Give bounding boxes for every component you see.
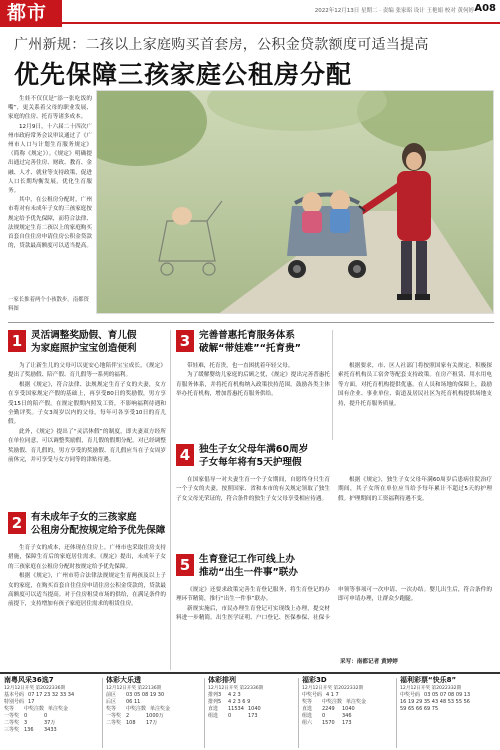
ticker-cell: 特别号码 <box>4 699 25 705</box>
ticker-divider <box>298 678 299 748</box>
body-paragraph: 《规定》还要求政策完善生育登记服务，将生育登记的办理环节精简，推行“出生一件事”联办。 <box>176 587 330 603</box>
ticker-cell: 4 2 3 6 9 <box>228 699 251 705</box>
byline: 采写：南都记者 黄婷婷 <box>340 659 398 665</box>
body-paragraph: 在国家倡导一对夫妻生育一个子女期间，自愿终身只生育一个子女的夫妻，按照国家、省和本市的有关规定领取了独生子女父母光荣证的，符合条件的独生子女父母享受相应待遇。 <box>176 477 330 502</box>
section-5-header <box>176 554 376 579</box>
ticker-cell: 奖等 <box>4 706 15 712</box>
section-4-header <box>176 444 376 469</box>
ticker-divider <box>102 678 103 748</box>
section-number: 3 <box>176 330 194 352</box>
section-title-line: 独生子女父母年满60周岁 <box>199 444 309 455</box>
ticker-row <box>400 692 496 699</box>
ticker-divider <box>396 678 397 748</box>
photo-illustration <box>97 91 494 314</box>
ticker-row <box>208 699 296 706</box>
ticker-cell: 基本号码 <box>4 692 25 698</box>
section-number: 1 <box>8 330 26 352</box>
lead-paragraph: 其中，在公租房分配时，广州市将对有未成年子女的三孩家庭按规定给予优先保障，而符合法律、法规规定生育二孩以上的家庭购买首套自住住房申请住房公积金贷款的，贷款最高额度可以适当提高。 <box>8 197 92 250</box>
ticker-cell: 0 <box>228 713 232 719</box>
section-title <box>31 330 137 355</box>
ticker-cell: 1000万 <box>146 713 164 719</box>
ticker-cell: 二等奖 <box>106 720 122 726</box>
ticker-cell: 前区 <box>106 692 117 698</box>
ticker-sub: 12月12日开奖 第2022332期 <box>400 686 462 691</box>
section-title-line: 推动“出生一件事”联办 <box>199 566 298 578</box>
headline-kicker: 广州新规：二孩以上家庭购买首套房，公积金贷款额度可适当提高 <box>14 37 429 53</box>
section-title-line: 破解“带娃难”“托育贵” <box>199 342 301 354</box>
section-divider <box>8 322 494 323</box>
section-title <box>31 512 165 537</box>
ticker-cell: 组选 <box>302 713 313 719</box>
ticker-cell: 173 <box>342 720 352 726</box>
ticker-cell: 二等奖 <box>4 720 20 726</box>
ticker-row <box>4 706 100 713</box>
ticker-title: 福利彩票“快乐8” <box>400 676 457 684</box>
ticker-block <box>106 676 202 750</box>
ticker-row <box>4 713 100 720</box>
section-number: 2 <box>8 512 26 534</box>
body-paragraph: 此外，《规定》提出了“灵活休假”的制度，即夫妻双方经所在单位同意，可以调整奖励假，育儿假的假期分配。对已经调整奖励假、育儿假的，男方享受的奖励假、育儿假应当在子女周岁前休完，并可享受与女方同等的津贴待遇。 <box>8 428 166 464</box>
ticker-cell: 单注奖金 <box>150 706 171 712</box>
section-2-body <box>8 544 166 668</box>
ticker-row <box>106 713 202 720</box>
ticker-cell: 173 <box>248 713 258 719</box>
body-paragraph: 生育子女的成本，还体现在住房上。广州市也采取住房支持措施，保障生育后的家庭居住需求。《规定》提出，未成年子女的三孩家庭在公租房分配时按规定给予优先保障。 <box>8 545 166 570</box>
ticker-cell: 排列5 <box>208 699 222 705</box>
ticker-row <box>106 720 202 727</box>
section-4-body <box>176 476 492 548</box>
ticker-cell: 2 <box>126 713 130 719</box>
lead-column <box>8 95 92 251</box>
section-3-body <box>176 362 492 436</box>
ticker-row <box>208 713 296 720</box>
ticker-cell: 直选 <box>208 706 219 712</box>
body-paragraph: 带娃难，托育贵，也一直困扰着年轻父母。 <box>187 363 294 369</box>
section-title-line: 为家庭照护宝宝创造便利 <box>31 342 137 354</box>
ticker-row <box>208 706 296 713</box>
body-paragraph: 根据《规定》，符合法律、法规规定生育子女的夫妻，女方在享受国家规定产假的基础上，再享受80日的奖励假，男方享受15日的陪产假。在规定假期内照发工资，不影响福利待遇和全勤评奖。子女3周岁以内的父母，每年可各享受10日的育儿假。 <box>8 381 166 426</box>
body-paragraph: 新规实施后，市民办理生育登记可实现线上办理，提交材料进一步精简。出生医学证明、户口登记、医保参保、社保卡申领等事项可一次申请、一次办结。婴儿出生后，符合条件的即可申请办理，让群众少跑腿。 <box>176 587 492 622</box>
ticker-cell: 中奖注数 <box>126 706 147 712</box>
photo-caption: 一家长推着两个小孩散步。南都资料图 <box>8 297 89 312</box>
ticker-cell: 06 11 <box>126 699 141 705</box>
ticker-sub: 12月12日开奖 第2022336期 <box>4 686 66 691</box>
ticker-cell: 一等奖 <box>4 713 20 719</box>
ticker-cell: 1040 <box>342 706 355 712</box>
ticker-row <box>302 706 394 713</box>
ticker-row <box>106 692 202 699</box>
section-title-line: 公租房分配按规定给予优先保障 <box>31 524 166 536</box>
lead-paragraph: 生娃不仅仅是“添一张吃饭的嘴”，更关系着父母的职业发展、家庭的住房、托育等诸多成本。 <box>8 96 92 121</box>
ticker-cell: 单注奖金 <box>346 699 367 705</box>
news-photo <box>96 90 494 314</box>
ticker-block <box>302 676 394 750</box>
ticker-cell: 单注奖金 <box>48 706 69 712</box>
section-title-line: 子女每年将有5天护理假 <box>199 456 302 468</box>
ticker-row <box>4 720 100 727</box>
section-number: 4 <box>176 444 194 466</box>
ticker-cell: 59 65 66 69 75 <box>400 706 439 712</box>
ticker-sub: 12月12日开奖 第22136期 <box>106 686 162 691</box>
headline-title: 优先保障三孩家庭公租房分配 <box>14 60 353 89</box>
section-title-line: 完善普惠托育服务体系 <box>199 330 295 341</box>
ticker-cell: 37万 <box>44 720 56 726</box>
ticker-row <box>302 699 394 706</box>
section-title <box>199 330 301 355</box>
page-number: A08 <box>474 3 496 14</box>
ticker-cell: 0 <box>322 713 326 719</box>
section-title <box>199 444 308 469</box>
ticker-cell: 2249 <box>322 706 335 712</box>
ticker-cell: 17 <box>28 699 35 705</box>
ticker-title: 南粤风采36选7 <box>4 676 54 684</box>
section-title-line: 灵活调整奖励假、育儿假 <box>31 330 137 341</box>
ticker-cell: 奖等 <box>302 699 313 705</box>
ticker-cell: 中奖注数 <box>24 706 45 712</box>
ticker-cell: 排列3 <box>208 692 222 698</box>
section-title-line: 生育登记工作可线上办 <box>199 554 295 565</box>
ticker-cell: 0 <box>44 713 48 719</box>
ticker-cell: 16 19 29 35 43 48 53 55 56 <box>400 699 470 705</box>
ticker-row <box>106 706 202 713</box>
section-number: 5 <box>176 554 194 576</box>
body-paragraph: 为了让新生儿的父母可以更安心地陪伴宝宝成长，《规定》提出了奖励假、陪产假、育儿假等一系列的福利。 <box>8 363 166 379</box>
ticker-sub: 12月12日开奖 第2022332期 <box>302 686 364 691</box>
section-title-line: 有未成年子女的三孩家庭 <box>31 512 137 523</box>
ticker-cell: 中奖注数 <box>322 699 343 705</box>
ticker-block <box>400 676 496 750</box>
ticker-cell: 中奖号码 <box>302 692 323 698</box>
ticker-cell: 07 17 23 32 33 34 <box>28 692 75 698</box>
body-paragraph: 为了缓解婴幼儿家庭的后顾之忧，《规定》提出完善普惠托育服务体系，并将托育机构纳入政策扶持范围，鼓励各类主体举办托育机构，增加普惠托育服务供给。 <box>176 372 330 398</box>
ticker-cell: 直选 <box>302 706 313 712</box>
section-3-header <box>176 330 376 355</box>
ticker-row <box>302 692 394 699</box>
ticker-cell: 4 1 7 <box>326 692 339 698</box>
ticker-cell: 17万 <box>146 720 158 726</box>
ticker-title: 体彩大乐透 <box>106 676 141 684</box>
section-5-body <box>176 586 492 656</box>
ticker-cell: 中奖号码 <box>400 692 421 698</box>
section-title <box>199 554 298 579</box>
ticker-cell: 108 <box>126 720 136 726</box>
ticker-cell: 0 <box>24 713 28 719</box>
ticker-title: 体彩排列 <box>208 676 236 684</box>
ticker-row <box>4 699 100 706</box>
ticker-cell: 三等奖 <box>4 727 20 733</box>
section-1-header <box>8 330 168 355</box>
body-paragraph: 根据《规定》，独生子女父母年满60周岁后患病住院治疗期间，其子女所在单位应当给予每年累计不超过5天的护理假。护理期间的工资福利待遇不变。 <box>338 477 492 502</box>
ticker-cell: 3433 <box>44 727 57 733</box>
ticker-cell: 奖等 <box>106 706 117 712</box>
ticker-cell: 1040 <box>248 706 261 712</box>
ticker-cell: 4 2 3 <box>228 692 241 698</box>
ticker-cell: 3 <box>24 720 28 726</box>
ticker-cell: 组选 <box>208 713 219 719</box>
ticker-row <box>106 699 202 706</box>
ticker-block <box>4 676 100 750</box>
ticker-divider <box>204 678 205 748</box>
ticker-cell: 11534 <box>228 706 244 712</box>
body-paragraph: 根据《规定》，广州市符合法律法规规定生育两孩及以上子女的家庭，在购买首套自住住房申请住房公积金贷款的，贷款最高额度可以适当提高。对于住房租赁市场的供给，在满足条件的前提下，支持增加有孩子家庭居住需求的租赁住房。 <box>8 573 166 608</box>
ticker-row <box>4 727 100 734</box>
ticker-row <box>400 706 496 713</box>
ticker-cell: 后区 <box>106 699 117 705</box>
ticker-sub: 12月12日开奖 第22336期 <box>208 686 264 691</box>
ticker-cell: 346 <box>342 713 352 719</box>
ticker-row <box>4 692 100 699</box>
body-paragraph: 根据要求，市、区人社部门将按照国家有关规定，积极探索托育机构员工宿舍等配套支持政策。在房产租赁、用水用电等方面，对托育机构提供优惠。在人员和场地的保障上，鼓励国有企业、事业单位、街道及居民社区为托育机构提供场地支持，提升托育服务质量。 <box>338 363 492 407</box>
ticker-row <box>302 713 394 720</box>
section-1-body <box>8 362 166 508</box>
column-rule <box>170 330 171 670</box>
ticker-cell: 一等奖 <box>106 713 122 719</box>
ticker-title: 福彩3D <box>302 676 327 684</box>
issue-info-text: 2022年12月13日 星期二 · 责编 张家昭 设计 王艳娟 校对 黄何婷 <box>314 8 474 14</box>
ticker-block <box>208 676 296 750</box>
ticker-cell: 组六 <box>302 720 313 726</box>
ticker-row <box>302 720 394 727</box>
ticker-row <box>208 692 296 699</box>
lead-paragraph: 12月9日，十六届二十四次广州市政府常务会议审议通过了《广州市人口与计划生育服务规定》（简称《规定》）。《规定》明确提出通过完善住房、财政、教育、金融、人才、就业等支持政策，促进人口长期均衡发展，优化生育服务。 <box>8 123 92 195</box>
ticker-cell: 1570 <box>322 720 335 726</box>
section-flag: 都市 <box>0 0 62 27</box>
ticker-cell: 03 05 07 08 09 13 <box>424 692 471 698</box>
masthead <box>0 0 500 28</box>
masthead-rule <box>62 22 500 24</box>
ticker-cell: 03 05 08 19 30 <box>126 692 165 698</box>
section-2-header <box>8 512 168 537</box>
issue-info <box>315 6 474 14</box>
ticker-row <box>400 699 496 706</box>
lottery-ticker <box>0 672 500 750</box>
ticker-cell: 136 <box>24 727 34 733</box>
